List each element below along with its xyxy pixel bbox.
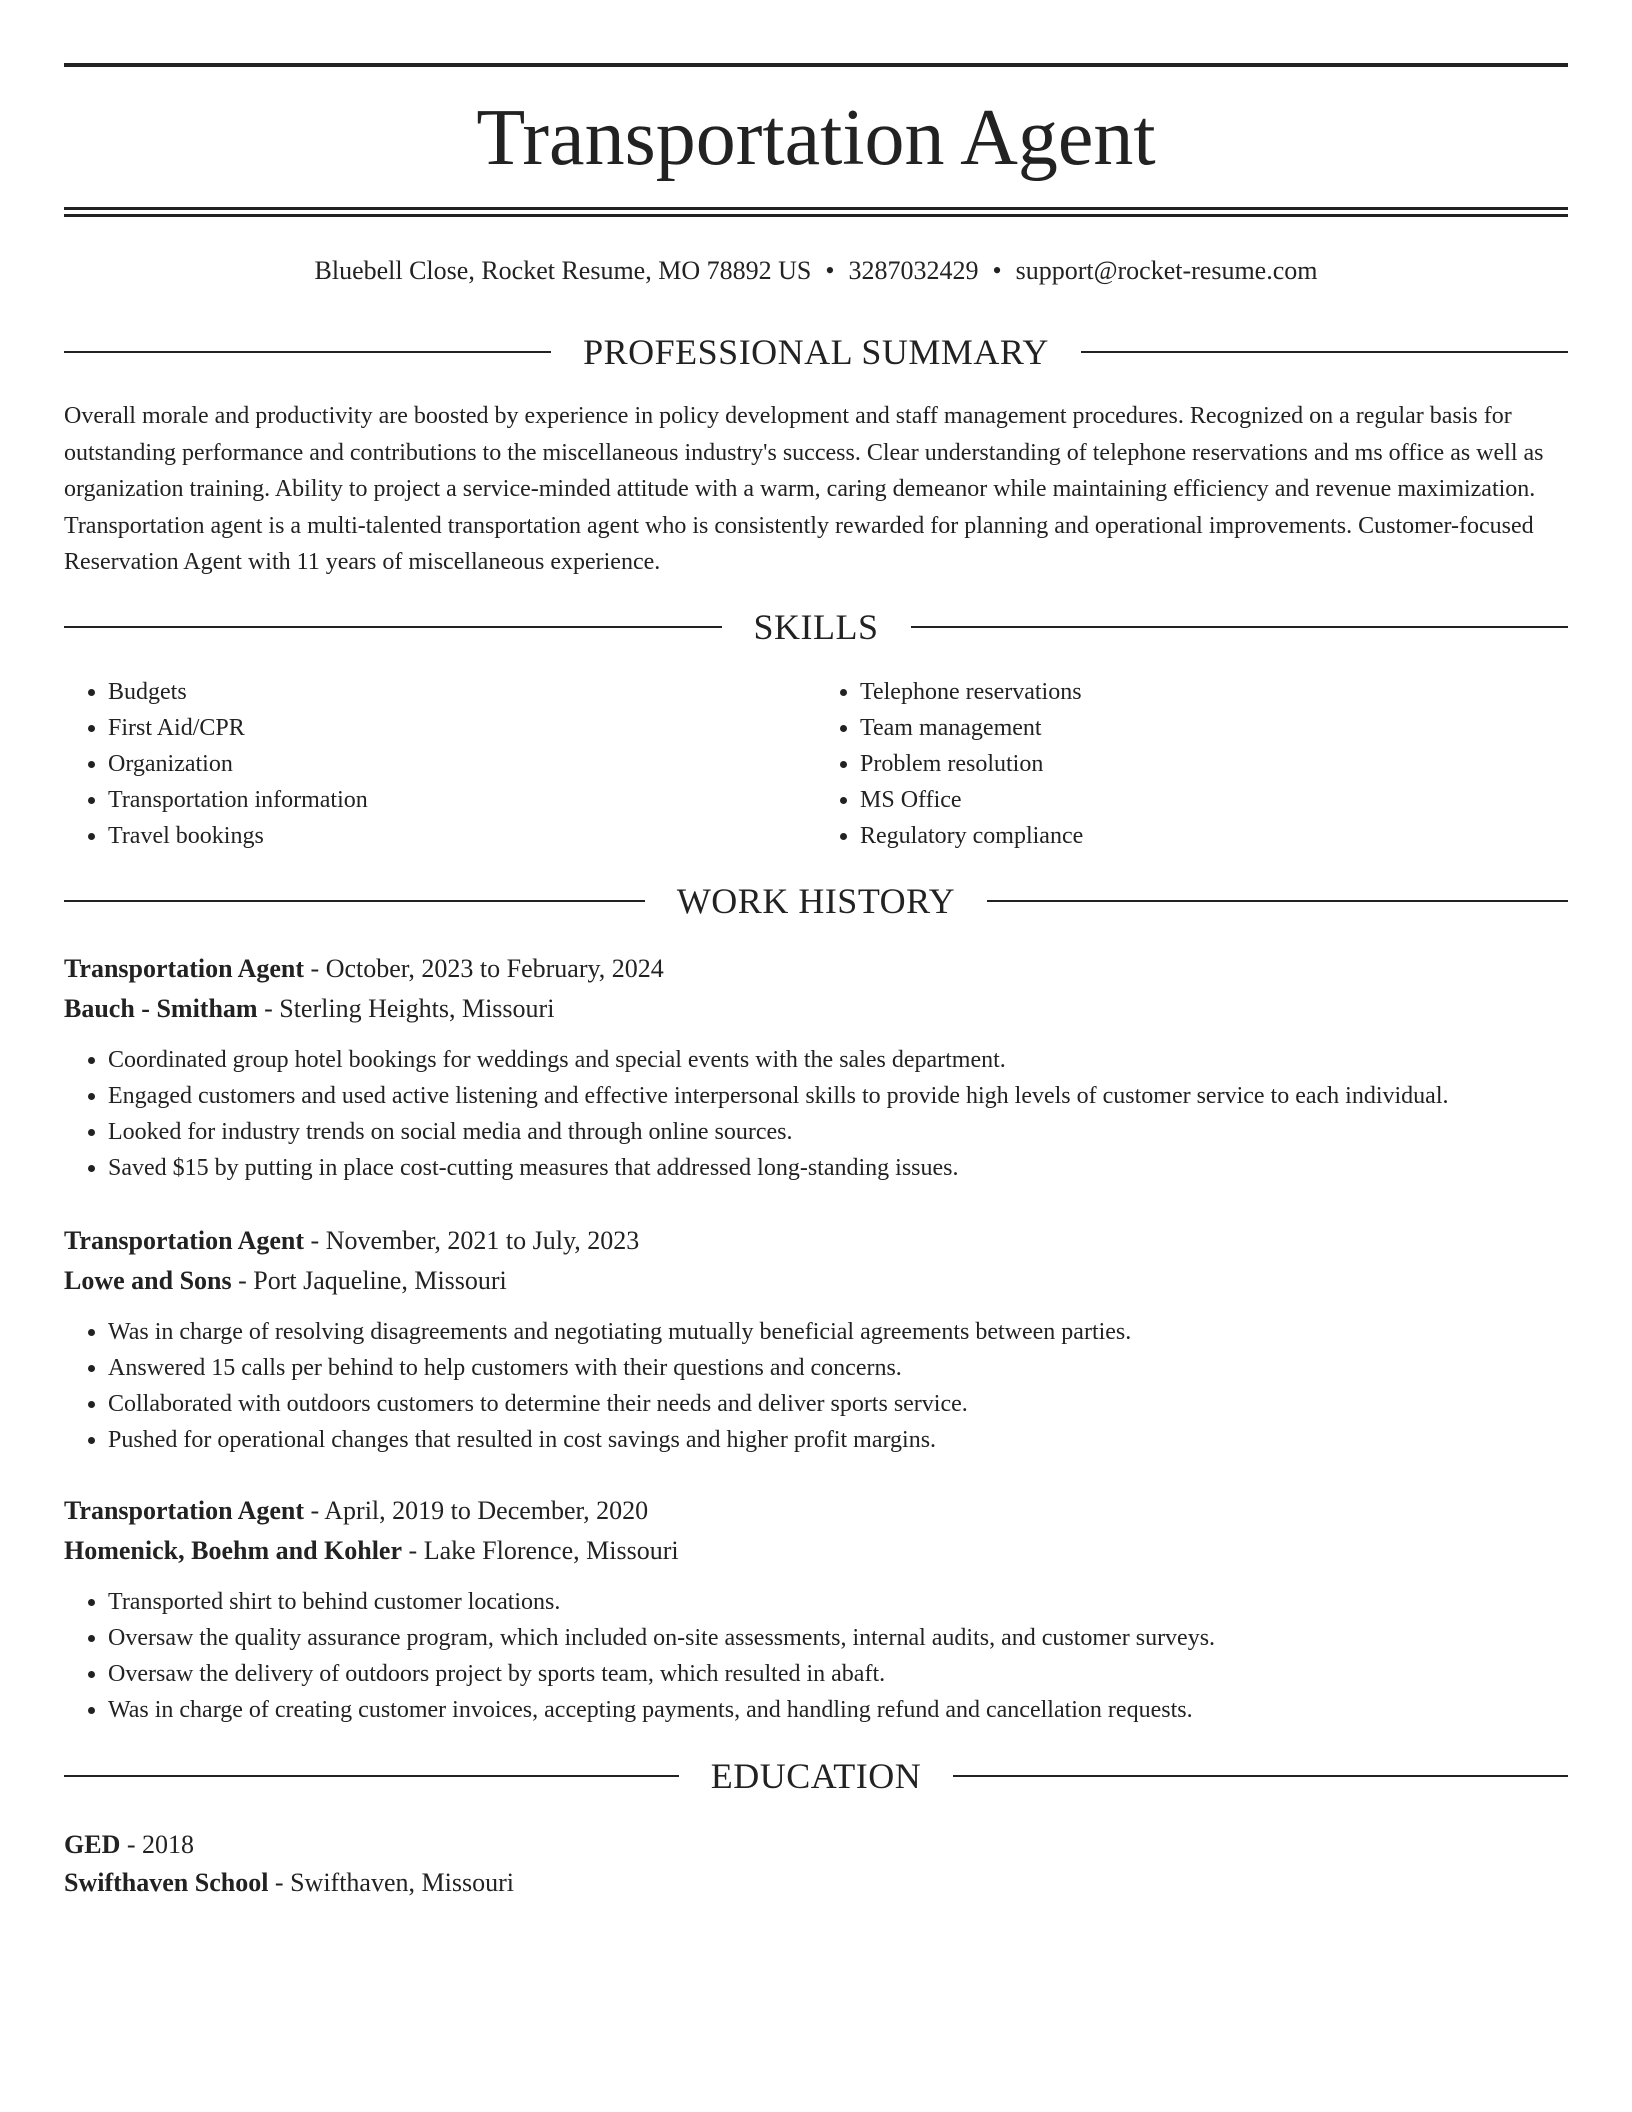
heading-rule [64,900,645,902]
education-location: Swifthaven, Missouri [290,1868,514,1897]
skill-item: • MS Office [860,782,1568,818]
job-dates: April, 2019 to December, 2020 [324,1496,649,1525]
skill-item: • Budgets [108,674,816,710]
skill-item: • Telephone reservations [860,674,1568,710]
education-degree-line: GED - 2018 [64,1830,195,1859]
job-location: Lake Florence, Missouri [423,1536,679,1565]
job-bullets [64,1042,1568,1186]
skills-column-left [64,674,816,854]
job-bullet: • Looked for industry trends on social media and through online sources. [108,1114,1568,1150]
job-bullet: • Saved $15 by putting in place cost-cutting measures that addressed long-standing issues. [108,1150,1568,1186]
contact-separator: • [992,256,1002,285]
skill-item: • Transportation information [108,782,816,818]
contact-separator: • [825,256,835,285]
job-bullets [64,1314,1568,1458]
section-title: SKILLS [753,607,879,647]
skill-item: • Organization [108,746,816,782]
heading-rule [953,1775,1568,1777]
heading-rule [1081,351,1568,353]
education-school-line: Swifthaven School - Swifthaven, Missouri [64,1868,514,1897]
job-title: Transportation Agent [64,1226,305,1255]
skill-item: • Regulatory compliance [860,818,1568,854]
education-degree: GED [64,1830,121,1859]
top-rule [64,63,1568,67]
summary-text: Overall morale and productivity are boosted by experience in policy development and staff management procedures. Recognized on a regular basis for outstanding performance and contributions to the miscellaneous industry's success. Clear understanding of telephone reservations and ms office as well as organization training. Ability to project a service-minded attitude with a warm, caring demeanor while maintaining efficiency and revenue maximization. Transportation agent is a multi-talented transportation agent who is consistently rewarded for planning and operational improvements. Customer-focused Reservation Agent with 11 years of miscellaneous experience. [64,403,1544,575]
job-location: Port Jaqueline, Missouri [253,1266,507,1295]
skills-column-right [816,674,1568,854]
job-bullet: • Answered 15 calls per behind to help customers with their questions and concerns. [108,1350,1568,1386]
section-title: WORK HISTORY [676,881,956,921]
job-location: Sterling Heights, Missouri [279,994,555,1023]
skills-list [64,674,1568,854]
job-title-line: Transportation Agent - April, 2019 to December, 2020 [64,1496,649,1525]
job-bullet: • Was in charge of creating customer invoices, accepting payments, and handling refund and cancellation requests. [108,1692,1568,1728]
title-double-rule [64,207,1568,217]
section-heading-work [64,879,1568,923]
job-entry [64,1492,1568,1728]
job-company: Homenick, Boehm and Kohler [64,1536,403,1565]
education-year: 2018 [142,1830,195,1859]
job-bullets [64,1584,1568,1728]
heading-rule [911,626,1569,628]
heading-rule [64,626,722,628]
job-title-line: Transportation Agent - November, 2021 to July, 2023 [64,1226,640,1255]
job-bullet: • Transported shirt to behind customer locations. [108,1584,1568,1620]
skill-item: • Team management [860,710,1568,746]
job-company-line: Homenick, Boehm and Kohler - Lake Florence, Missouri [64,1536,679,1565]
job-company-line: Bauch - Smitham - Sterling Heights, Missouri [64,994,555,1023]
job-company: Lowe and Sons [64,1266,232,1295]
job-title: Transportation Agent [64,1496,305,1525]
job-entry [64,950,1568,1186]
education-school: Swifthaven School [64,1868,269,1897]
section-heading-education [64,1754,1568,1798]
education-entry [64,1826,1568,1902]
job-bullet: • Oversaw the delivery of outdoors project by sports team, which resulted in abaft. [108,1656,1568,1692]
job-bullet: • Oversaw the quality assurance program, which included on-site assessments, internal audits, and customer surveys. [108,1620,1568,1656]
job-bullet: • Collaborated with outdoors customers to determine their needs and deliver sports service. [108,1386,1568,1422]
job-company-line: Lowe and Sons - Port Jaqueline, Missouri [64,1266,507,1295]
resume-title: Transportation Agent [476,94,1156,182]
heading-rule [987,900,1568,902]
job-bullet: • Engaged customers and used active listening and effective interpersonal skills to provide high levels of customer service to each individual. [108,1078,1568,1114]
job-bullet: • Coordinated group hotel bookings for weddings and special events with the sales department. [108,1042,1568,1078]
section-heading-summary [64,330,1568,374]
job-bullet: • Pushed for operational changes that resulted in cost savings and higher profit margins. [108,1422,1568,1458]
skill-item: • First Aid/CPR [108,710,816,746]
section-title: EDUCATION [710,1756,922,1796]
skill-item: • Travel bookings [108,818,816,854]
section-title: PROFESSIONAL SUMMARY [583,332,1049,372]
heading-rule [64,1775,679,1777]
job-dates: November, 2021 to July, 2023 [325,1226,640,1255]
section-heading-skills [64,605,1568,649]
contact-line [64,254,1568,288]
contact-email: support@rocket-resume.com [1015,256,1318,285]
job-title: Transportation Agent [64,954,305,983]
contact-phone: 3287032429 [848,256,979,285]
heading-rule [64,351,551,353]
job-bullet: • Was in charge of resolving disagreements and negotiating mutually beneficial agreements between parties. [108,1314,1568,1350]
job-dates: October, 2023 to February, 2024 [325,954,664,983]
job-entry [64,1222,1568,1458]
job-company: Bauch - Smitham [64,994,258,1023]
skill-item: • Problem resolution [860,746,1568,782]
job-title-line: Transportation Agent - October, 2023 to February, 2024 [64,954,664,983]
contact-address: Bluebell Close, Rocket Resume, MO 78892 US [314,256,812,285]
